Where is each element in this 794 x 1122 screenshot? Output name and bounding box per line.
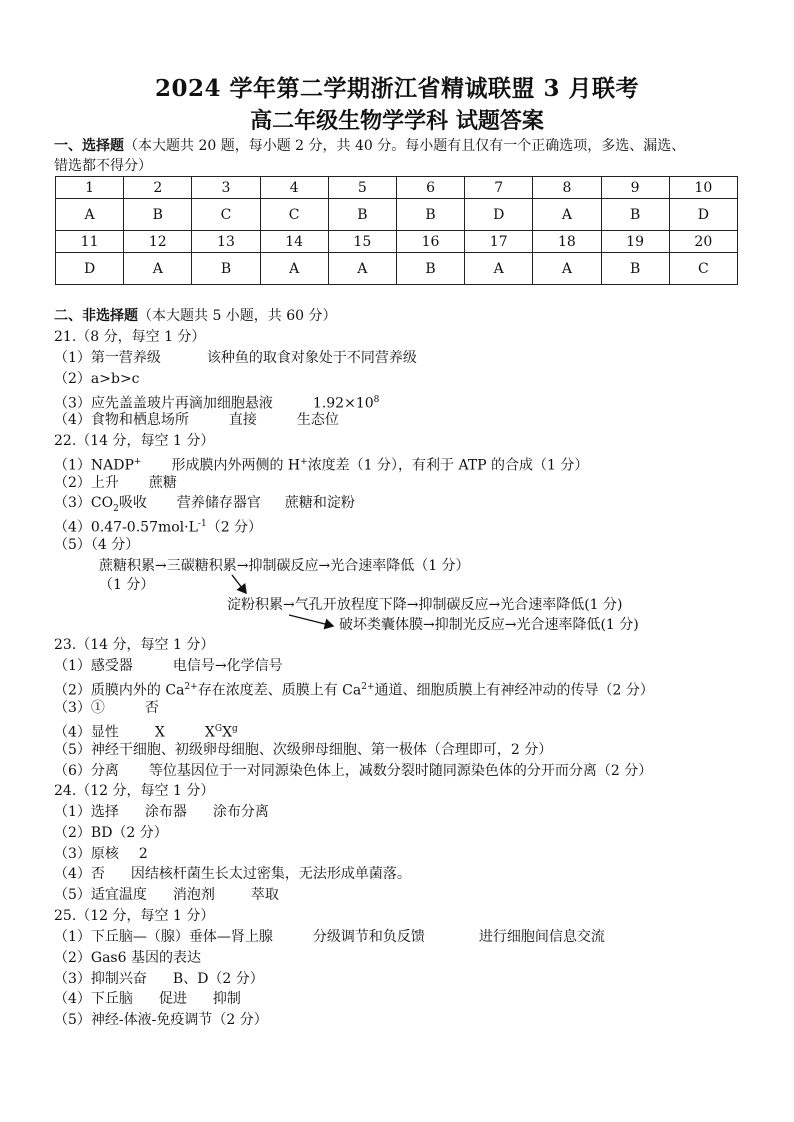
arrow-to-chain3: [289, 615, 333, 626]
q21-answer: （4）食物和栖息场所: [54, 412, 189, 428]
question-number: 8: [533, 177, 601, 199]
answer-cell: B: [192, 253, 260, 285]
q24-line1: [54, 802, 269, 822]
q25-line1: [54, 927, 605, 947]
answer-cell: B: [396, 253, 464, 285]
arrow-to-chain2: [232, 575, 246, 593]
table-row-numbers-2: [56, 231, 738, 253]
question-number: 5: [328, 177, 396, 199]
q23-answer: X: [204, 724, 215, 741]
question-number: 17: [465, 231, 533, 253]
q21-answer: 生态位: [296, 412, 339, 428]
answer-table: [55, 176, 738, 285]
answer-cell: C: [669, 253, 737, 285]
answer-cell: A: [533, 253, 601, 285]
q22-answer: （2 分）: [206, 519, 263, 536]
q25-answer: 促进: [158, 991, 187, 1007]
question-number: 6: [396, 177, 464, 199]
q23-answer: （3）①: [54, 700, 105, 716]
q23-answer: （2）质膜内外的 Ca: [54, 682, 185, 699]
table-row-answers-1: [56, 199, 738, 231]
superscript: -1: [197, 519, 207, 529]
q23-answer: 电信号→化学信号: [172, 658, 283, 674]
superscript: g: [232, 724, 238, 734]
q22-line5: （5）（4 分）: [54, 537, 140, 553]
q24-answer: 2: [138, 846, 148, 862]
q21-line1: [54, 348, 417, 368]
q23-answer: 否: [144, 700, 159, 716]
q23-line5: （5）神经干细胞、初级卵母细胞、次级卵母细胞、第一极体（合理即可，2 分）: [54, 742, 553, 758]
q23-answer: （6）分离: [54, 763, 119, 779]
q23-answer: 存在浓度差、质膜上有 Ca: [197, 682, 362, 699]
superscript: 2+: [184, 682, 198, 692]
q21-header: 21.（8 分，每空 1 分）: [54, 329, 206, 345]
q25-answer: 分级调节和负反馈: [312, 929, 425, 945]
question-number: 18: [533, 231, 601, 253]
table-row-numbers-1: [56, 177, 738, 199]
q24-line5: [54, 885, 279, 905]
answer-cell: C: [192, 199, 260, 231]
question-number: 2: [124, 177, 192, 199]
q25-answer: 抑制: [212, 991, 241, 1007]
q22-answer: （4）0.47-0.57mol·L: [54, 519, 198, 536]
q22-answer: 形成膜内外两侧的 H: [171, 457, 301, 474]
q25-line2: （2）Gas6 基因的表达: [54, 950, 201, 966]
q24-answer: 消泡剂: [172, 887, 215, 903]
q24-header: 24.（12 分，每空 1 分）: [54, 783, 215, 799]
section2-desc: （本大题共 5 小题，共 60 分）: [138, 308, 337, 324]
answer-cell: A: [328, 253, 396, 285]
q22-answer: 吸收: [118, 495, 147, 511]
q22-header: 22.（14 分，每空 1 分）: [54, 433, 215, 449]
answer-cell: D: [465, 199, 533, 231]
answer-cell: D: [669, 199, 737, 231]
q24-line2: （2）BD（2 分）: [54, 825, 168, 841]
q22-answer: （2）上升: [54, 475, 119, 491]
q23-answer: 等位基因位于一对同源染色体上，减数分裂时随同源染色体的分开而分离（2 分）: [148, 763, 653, 779]
q24-answer: 涂布器: [144, 804, 187, 820]
q22-line2: [54, 473, 177, 493]
question-number: 19: [601, 231, 669, 253]
q24-answer: （4）否: [54, 866, 105, 882]
q25-header: 25.（12 分，每空 1 分）: [54, 908, 215, 924]
q22-chain3: 破坏类囊体膜→抑制光反应→光合速率降低(1 分): [339, 617, 639, 633]
question-number: 1: [56, 177, 124, 199]
section2-title: 二、非选择题: [54, 308, 138, 324]
superscript: 8: [373, 395, 380, 405]
q22-answer: 蔗糖和淀粉: [284, 495, 355, 511]
section2-heading: [54, 306, 337, 326]
q25-answer: （3）抑制兴奋: [54, 971, 147, 987]
q25-answer: （1）下丘脑—（腺）垂体—肾上腺: [54, 929, 273, 945]
answer-cell: A: [56, 199, 124, 231]
exam-title: 2024 学年第二学期浙江省精诚联盟 3 月联考: [154, 75, 640, 102]
q24-answer: 萃取: [250, 887, 279, 903]
q21-answer: 1.92×10: [312, 395, 374, 412]
q23-answer: 通道、细胞质膜上有神经冲动的传导（2 分）: [374, 682, 654, 699]
question-number: 3: [192, 177, 260, 199]
answer-cell: A: [533, 199, 601, 231]
question-number: 16: [396, 231, 464, 253]
q24-line4: [54, 864, 411, 884]
q23-answer: （1）感受器: [54, 658, 133, 674]
question-number: 4: [260, 177, 328, 199]
answer-cell: B: [601, 199, 669, 231]
subscript: 2: [113, 503, 119, 514]
answer-cell: A: [124, 253, 192, 285]
answer-cell: B: [328, 199, 396, 231]
q24-answer: （1）选择: [54, 804, 119, 820]
question-number: 11: [56, 231, 124, 253]
q22-answer: 浓度差（1 分），有利于 ATP 的合成（1 分）: [307, 457, 589, 474]
answer-cell: C: [260, 199, 328, 231]
q21-line4: [54, 410, 339, 430]
q23-line6: [54, 761, 652, 781]
q22-answer: （3）CO: [54, 495, 114, 511]
question-number: 20: [669, 231, 737, 253]
question-number: 10: [669, 177, 737, 199]
q23-line1: [54, 656, 283, 676]
q24-answer: （5）适宜温度: [54, 887, 147, 903]
q23-answer: X: [154, 724, 165, 741]
q24-answer: （3）原核: [54, 846, 119, 862]
question-number: 9: [601, 177, 669, 199]
q22-answer: 蔗糖: [148, 475, 177, 491]
superscript: +: [133, 457, 142, 467]
q23-answer: X: [222, 724, 233, 741]
q22-chain1-note: （1 分）: [99, 577, 155, 593]
superscript: 2+: [361, 682, 375, 692]
q24-line3: [54, 844, 148, 864]
q23-answer: （4）显性: [54, 724, 119, 741]
q23-line3: [54, 698, 159, 718]
question-number: 14: [260, 231, 328, 253]
question-number: 12: [124, 231, 192, 253]
section1-desc-cont: 错选都不得分）: [54, 158, 152, 174]
section1-desc: （本大题共 20 题，每小题 2 分，共 40 分。每小题有且仅有一个正确选项，多选、漏选、: [124, 138, 686, 154]
q25-answer: B、D（2 分）: [172, 971, 264, 987]
q25-answer: （4）下丘脑: [54, 991, 133, 1007]
q22-answer: （1）NADP: [54, 457, 134, 474]
superscript: G: [214, 724, 223, 734]
q25-line5: （5）神经-体液-免疫调节（2 分）: [54, 1012, 268, 1028]
q22-chain2: 淀粉积累→气孔开放程度下降→抑制碳反应→光合速率降低(1 分): [227, 597, 623, 613]
answer-cell: A: [465, 253, 533, 285]
table-row-answers-2: [56, 253, 738, 285]
q21-answer: （3）应先盖盖玻片再滴加细胞悬液: [54, 395, 273, 412]
q24-answer: 涂布分离: [212, 804, 269, 820]
answer-cell: B: [124, 199, 192, 231]
q25-line4: [54, 989, 241, 1009]
exam-subtitle: 高二年级生物学学科 试题答案: [250, 108, 544, 134]
q25-answer: 进行细胞间信息交流: [478, 929, 605, 945]
answer-cell: B: [396, 199, 464, 231]
question-number: 15: [328, 231, 396, 253]
question-number: 7: [465, 177, 533, 199]
q21-line2: （2）a>b>c: [54, 371, 140, 387]
section1-heading: [54, 136, 685, 156]
question-number: 13: [192, 231, 260, 253]
answer-cell: B: [601, 253, 669, 285]
section1-title: 一、选择题: [54, 138, 124, 154]
q24-answer: 因结核杆菌生长太过密集，无法形成单菌落。: [130, 866, 411, 882]
q21-answer: 直接: [228, 412, 257, 428]
q25-line3: [54, 969, 264, 989]
superscript: +: [300, 457, 308, 467]
answer-cell: A: [260, 253, 328, 285]
q23-header: 23.（14 分，每空 1 分）: [54, 637, 215, 653]
q22-chain1: 蔗糖积累→三碳糖积累→抑制碳反应→光合速率降低（1 分）: [99, 558, 470, 574]
q21-answer: （1）第一营养级: [54, 350, 161, 366]
answer-cell: D: [56, 253, 124, 285]
q21-answer: 该种鱼的取食对象处于不同营养级: [206, 350, 417, 366]
q22-answer: 营养储存器官: [176, 495, 261, 511]
